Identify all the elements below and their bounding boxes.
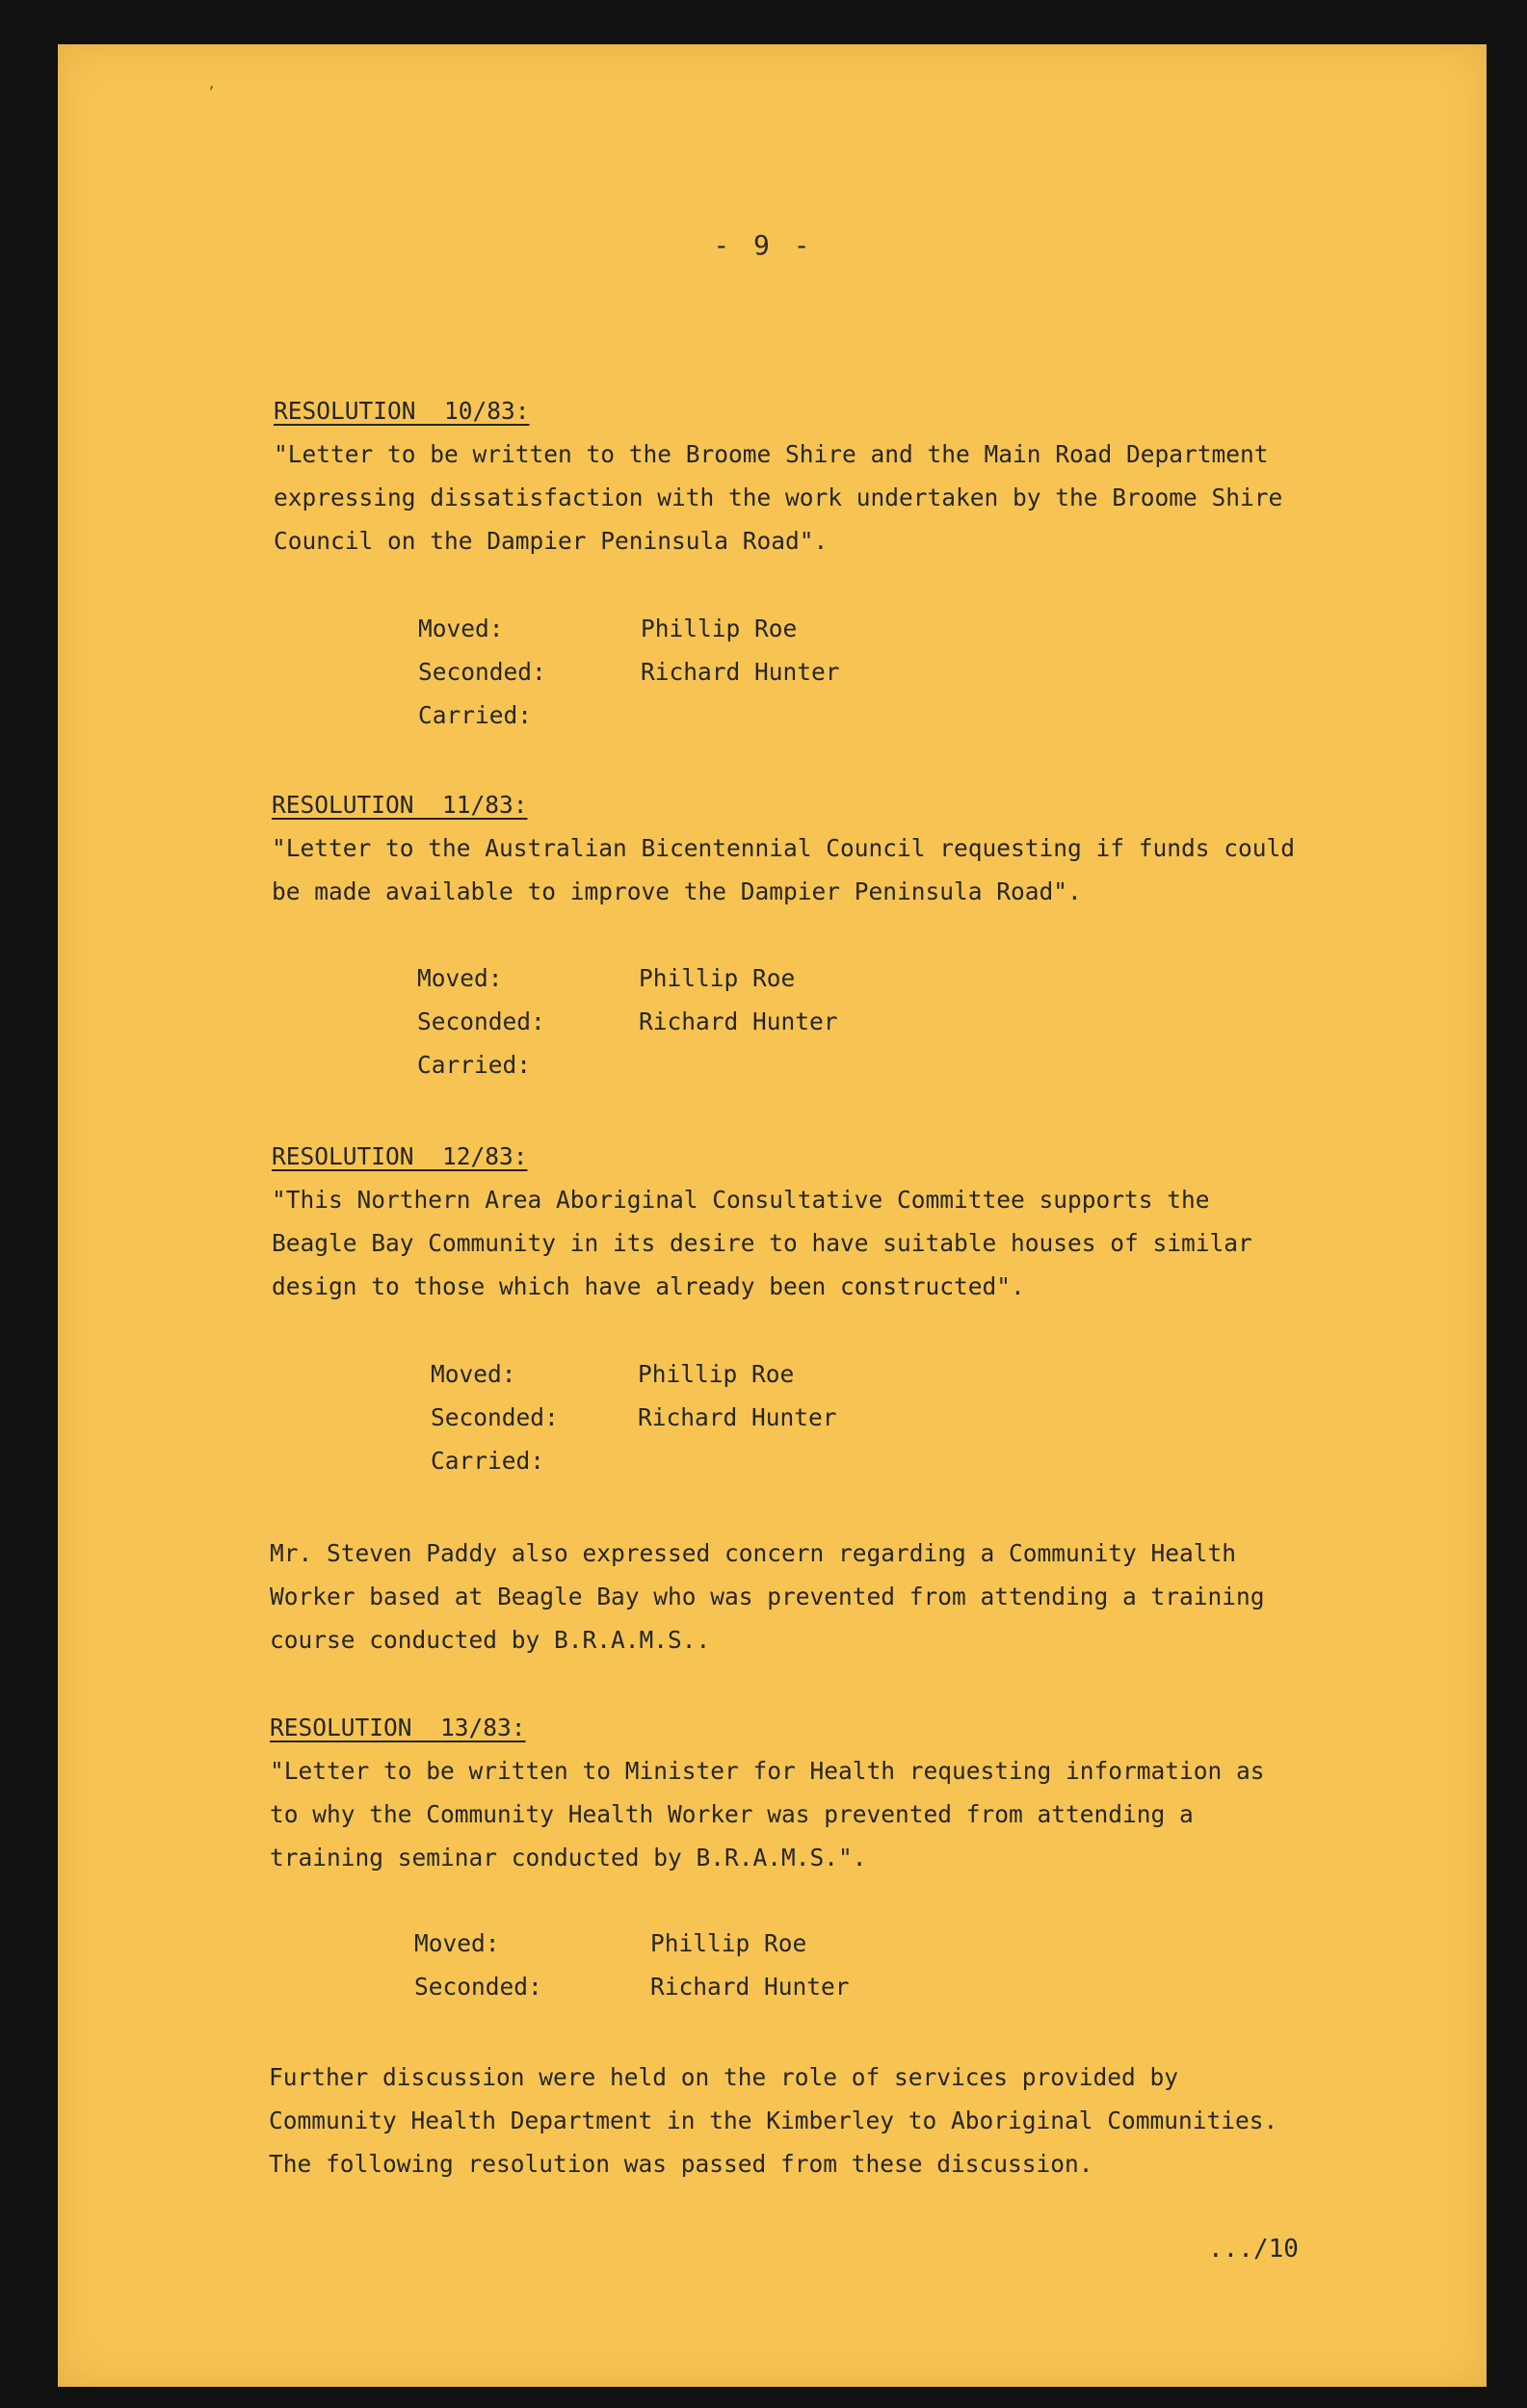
vote-value: Phillip Roe xyxy=(650,1929,807,1957)
resolution-heading: RESOLUTION 12/83: xyxy=(272,1142,528,1170)
resolution-line: Council on the Dampier Peninsula Road". xyxy=(274,527,829,555)
vote-label: Moved: xyxy=(414,1929,500,1957)
continuation-marker: .../10 xyxy=(1208,2235,1299,2264)
resolution-line: "This Northern Area Aboriginal Consultative Committee supports the xyxy=(272,1186,1210,1214)
resolution-line: "Letter to be written to the Broome Shire and the Main Road Department xyxy=(274,440,1269,468)
vote-value: Phillip Roe xyxy=(638,1360,795,1388)
vote-value: Richard Hunter xyxy=(650,1973,850,2001)
vote-label: Seconded: xyxy=(418,658,546,686)
paragraph-line: course conducted by B.R.A.M.S.. xyxy=(270,1626,711,1654)
vote-label: Moved: xyxy=(431,1360,516,1388)
vote-label: Carried: xyxy=(417,1051,532,1079)
resolution-line: to why the Community Health Worker was prevented from attending a xyxy=(270,1800,1194,1828)
vote-label: Seconded: xyxy=(417,1008,545,1035)
resolution-heading: RESOLUTION 13/83: xyxy=(270,1714,526,1741)
vote-label: Moved: xyxy=(417,964,503,992)
paragraph-line: Further discussion were held on the role of services provided by xyxy=(269,2063,1179,2091)
vote-value: Phillip Roe xyxy=(641,615,798,642)
vote-label: Seconded: xyxy=(414,1973,542,2001)
vote-value: Richard Hunter xyxy=(639,1008,838,1035)
vote-value: Richard Hunter xyxy=(638,1403,837,1431)
resolution-line: expressing dissatisfaction with the work undertaken by the Broome Shire xyxy=(274,484,1283,511)
resolution-line: Beagle Bay Community in its desire to have suitable houses of similar xyxy=(272,1229,1252,1257)
vote-label: Carried: xyxy=(418,701,533,729)
resolution-heading: RESOLUTION 10/83: xyxy=(274,397,530,425)
corner-mark: ʼ xyxy=(207,85,216,100)
page-number: - 9 - xyxy=(713,229,814,261)
vote-label: Seconded: xyxy=(431,1403,559,1431)
resolution-line: design to those which have already been constructed". xyxy=(272,1272,1025,1300)
paragraph-line: Community Health Department in the Kimberley to Aboriginal Communities. xyxy=(269,2107,1278,2134)
resolution-line: "Letter to the Australian Bicentennial Council requesting if funds could xyxy=(272,834,1296,862)
paragraph-line: Worker based at Beagle Bay who was prevented from attending a training xyxy=(270,1583,1265,1610)
resolution-line: "Letter to be written to Minister for Health requesting information as xyxy=(270,1757,1265,1785)
resolution-line: training seminar conducted by B.R.A.M.S.". xyxy=(270,1844,867,1871)
paragraph-line: Mr. Steven Paddy also expressed concern regarding a Community Health xyxy=(270,1539,1237,1567)
vote-label: Moved: xyxy=(418,615,504,642)
vote-value: Phillip Roe xyxy=(639,964,796,992)
vote-value: Richard Hunter xyxy=(641,658,840,686)
resolution-heading: RESOLUTION 11/83: xyxy=(272,791,528,819)
paragraph-line: The following resolution was passed from these discussion. xyxy=(269,2150,1093,2178)
resolution-line: be made available to improve the Dampier Peninsula Road". xyxy=(272,877,1082,905)
vote-label: Carried: xyxy=(431,1447,545,1475)
